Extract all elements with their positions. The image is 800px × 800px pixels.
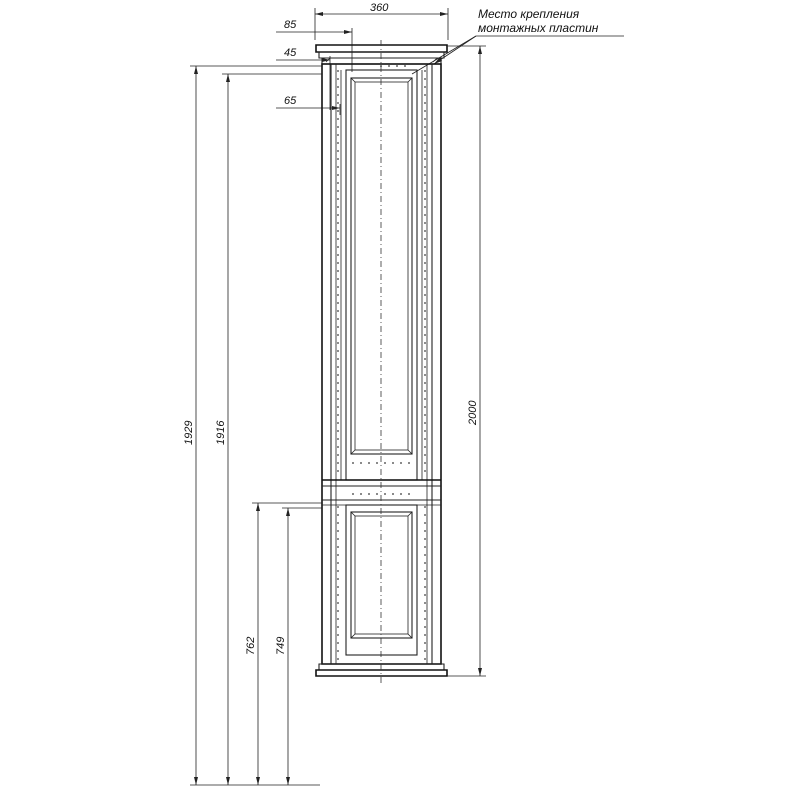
note-line1: Место крепления bbox=[478, 7, 580, 21]
height-2000-dimension bbox=[447, 46, 486, 676]
dim-65-label: 65 bbox=[284, 95, 297, 107]
dim-762-label: 762 bbox=[245, 636, 257, 655]
note-line2: монтажных пластин bbox=[478, 21, 599, 35]
dim-1916-label: 1916 bbox=[215, 420, 227, 445]
dim-749-label: 749 bbox=[275, 636, 287, 655]
cabinet-body bbox=[316, 40, 447, 686]
dim-360-label: 360 bbox=[370, 2, 389, 14]
height-749-dimension bbox=[275, 508, 322, 785]
dim-45-label: 45 bbox=[284, 47, 297, 59]
dim-1929-label: 1929 bbox=[183, 420, 195, 445]
height-1929-dimension bbox=[183, 66, 322, 785]
height-1916-dimension bbox=[215, 74, 322, 785]
dim-2000-label: 2000 bbox=[467, 400, 479, 425]
dim-85-label: 85 bbox=[284, 19, 297, 31]
mounting-note bbox=[412, 7, 624, 74]
top-width-dimension bbox=[315, 2, 448, 40]
